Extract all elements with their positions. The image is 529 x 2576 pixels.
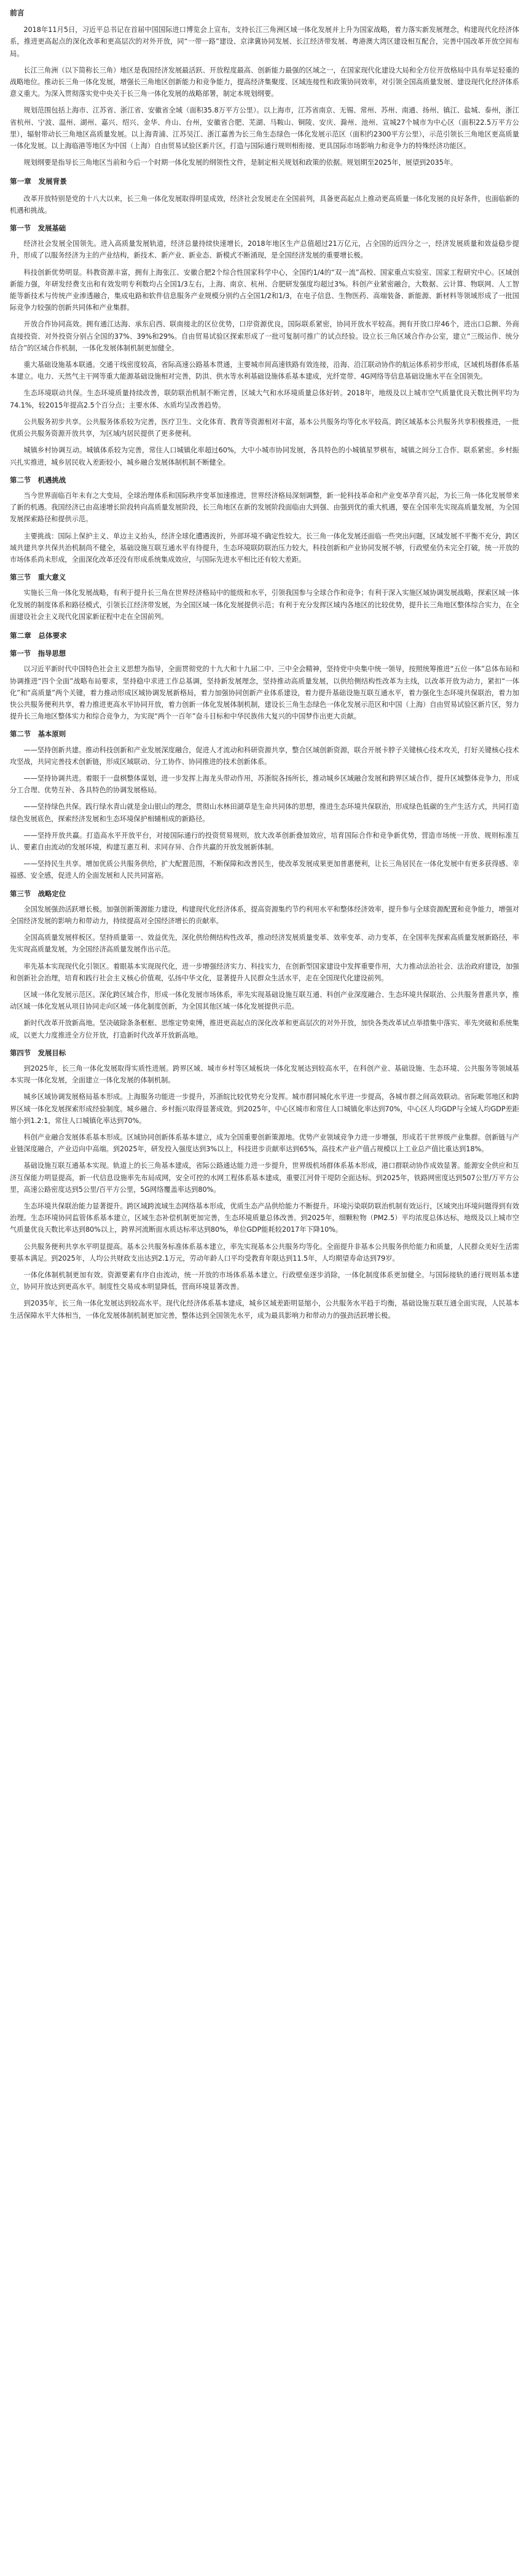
section-paragraph: 以习近平新时代中国特色社会主义思想为指导，全面贯彻党的十九大和十九届二中、三中全会精神，坚持党中央集中统一领导，按照统筹推进“五位一体”总体布局和协调推进“四个全面”战略布局要求，坚持稳中求进工作总基调，坚持新发展理念，坚持推动高质量发展，以供给侧结构性改革为主线，以改革开放为动力，紧扣“一体化”和“高质量”两个关键，着力推动形成区域协调发展新格局，着力加强协同创新产业体系建设，着力提升基础设施互联互通水平，着力强化生态环境共保联治，着力加快公共服务便利共享，着力推进更高水平协同开放，着力创新一体化发展体制机制，建设长三角生态绿色一体化发展示范区和中国（上海）自由贸易试验区新片区，努力提升长三角地区整体实力和综合竞争力，为实现“两个一百年”奋斗目标和中华民族伟大复兴的中国梦作出更大贡献。 <box>10 665 519 721</box>
section-paragraph: 生态环境共保联治能力显著提升。跨区域跨流域生态网络基本形成，优质生态产品供给能力不断提升。环境污染联防联治机制有效运行，区域突出环境问题得到有效治理。生态环境协同监管体系基本建立，区域生态补偿机制更加完善，生态环境质量总体改善。到2025年，细颗粒物（PM2.5）平均浓度总体达标，地级及以上城市空气质量优良天数比率达到80%以上，跨界河流断面水质达标率达到80%，单位GDP能耗较2017年下降10%。 <box>10 1202 519 1234</box>
section-paragraph: 率先基本实现现代化引领区。着眼基本实现现代化，进一步增强经济实力、科技实力，在创新型国家建设中发挥重要作用，大力推动法治社会、法治政府建设，加强和创新社会治理，培育和践行社会主义核心价值观，弘扬中华文化，显著提升人民群众生活水平，走在全国现代化建设前列。 <box>10 962 519 982</box>
section-paragraph: 到2025年，长三角一体化发展取得实质性进展。跨界区域、城市乡村等区域板块一体化发展达到较高水平，在科创产业、基础设施、生态环境、公共服务等领域基本实现一体化发展，全面建立一体化发展的体制机制。 <box>10 1065 519 1085</box>
section-paragraph: 科技创新优势明显。科教资源丰富，拥有上海张江、安徽合肥2个综合性国家科学中心，全国约1/4的“双一流”高校、国家重点实验室、国家工程研究中心。区域创新能力强，年研发经费支出和有效发明专利数均占全国1/3左右，上海、南京、杭州、合肥研发强度均超过3%。科创产业紧密融合，大数据、云计算、物联网、人工智能等新技术与传统产业渗透融合，集成电路和软件信息服务产业规模分别约占全国1/2和1/3，在电子信息、生物医药、高端装备、新能源、新材料等领域形成了一批国际竞争力较强的创新共同体和产业集群。 <box>10 268 519 312</box>
section-paragraph: ——坚持民生共享。增加优质公共服务供给，扩大配置范围，不断保障和改善民生，使改革发展成果更加普惠便利，让长三角居民在一体化发展中有更多获得感、幸福感、安全感，促进人的全面发展和人民共同富裕。 <box>10 860 519 880</box>
section-paragraph: ——坚持开放共赢。打造高水平开放平台，对接国际通行的投资贸易规则，放大改革创新叠加效应，培育国际合作和竞争新优势，营造市场统一开放、规则标准互认、要素自由流动的发展环境，构建互惠互利、求同存异、合作共赢的开放发展新体制。 <box>10 831 519 851</box>
section-paragraph: 经济社会发展全国领先。进入高质量发展轨道，经济总量持续快速增长，2018年地区生产总值超过21万亿元，占全国的近四分之一，经济发展质量和效益稳步提升，形成了以服务经济为主的产业结构，新技术、新产业、新业态、新模式不断涌现，是全国经济发展的重要增长极。 <box>10 240 519 260</box>
section-title: 第一节 指导思想 <box>10 649 66 658</box>
section-title: 第二节 机遇挑战 <box>10 475 66 484</box>
section-title: 第三节 战略定位 <box>10 889 66 898</box>
chapter-title: 第二章 总体要求 <box>10 631 67 640</box>
section-paragraph: 基础设施互联互通基本实现。轨道上的长三角基本建成，省际公路通达能力进一步提升，世界级机场群体系基本形成，港口群联动协作成效显著。能源安全供应和互济互保能力明显提高，新一代信息设施率先布局成网，安全可控的水网工程体系基本建成，重要江河骨干堤防全面达标。到2025年，铁路网密度达到507公里/万平方公里，高速公路密度达到5公里/百平方公里，5G网络覆盖率达到80%。 <box>10 1162 519 1194</box>
section-paragraph: 科创产业融合发展体系基本形成。区域协同创新体系基本建立，成为全国重要创新策源地。优势产业领域竞争力进一步增强，形成若干世界级产业集群。创新链与产业链深度融合，产业迈向中高端。到2025年，研发投入强度达到3%以上，科技进步贡献率达到65%，高技术产业产值占规模以上工业总产值比重达到18%。 <box>10 1133 519 1154</box>
section-paragraph: 当今世界面临百年未有之大变局，全球治理体系和国际秩序变革加速推进，世界经济格局深刻调整，新一轮科技革命和产业变革孕育兴起，为长三角一体化发展带来了新的机遇。我国经济已由高速增长阶段转向高质量发展阶段，长三角地区在新的发展阶段面临由大到强、由强到优的重大机遇，要在全国率先实现高质量发展，为全国发展探索路径和提供示范。 <box>10 491 519 524</box>
section-paragraph: ——坚持协调共进。着眼于一盘棋整体谋划，进一步发挥上海龙头带动作用，苏浙皖各扬所长，推动城乡区域融合发展和跨界区域合作，提升区域整体竞争力，形成分工合理、优势互补、各具特色的协调发展格局。 <box>10 774 519 795</box>
preface-paragraph: 2018年11月5日，习近平总书记在首届中国国际进口博览会上宣布，支持长江三角洲区域一体化发展并上升为国家战略，着力落实新发展理念，构建现代化经济体系，推进更高起点的深化改革和更高层次的对外开放，同“一带一路”建设、京津冀协同发展、长江经济带发展、粤港澳大湾区建设相互配合，完善中国改革开放空间布局。 <box>10 26 519 58</box>
section-title: 第三节 重大意义 <box>10 573 66 582</box>
section-paragraph: 公共服务初步共享。公共服务体系较为完善，医疗卫生、文化体育、教育等资源相对丰富，基本公共服务均等化水平较高。跨区域基本公共服务共享积极推进，一批优质公共服务资源开放共享，为区域内居民提供了更多便利。 <box>10 417 519 438</box>
section-paragraph: 城镇乡村协调互动。城镇体系较为完善，常住人口城镇化率超过60%，大中小城市协同发展，各具特色的小城镇星罗棋布，城镇之间分工合作、联系紧密。乡村振兴扎实推进，城乡居民收入差距较小，城乡融合发展体制机制不断健全。 <box>10 446 519 467</box>
chapter-intro: 改革开放特别是党的十八大以来，长三角一体化发展取得明显成效，经济社会发展走在全国前列，具备更高起点上推动更高质量一体化发展的良好条件，也面临新的机遇和挑战。 <box>10 194 519 215</box>
section-paragraph: 区域一体化发展示范区。深化跨区域合作，形成一体化发展市场体系，率先实现基础设施互联互通、科创产业深度融合、生态环境共保联治、公共服务普惠共享，推动区域一体化发展从项目协同走向区域一体化制度创新，为全国其他区域一体化发展提供示范。 <box>10 991 519 1011</box>
section-paragraph: 公共服务便利共享水平明显提高。基本公共服务标准体系基本建立，率先实现基本公共服务均等化。全面提升非基本公共服务供给能力和质量，人民群众美好生活需要基本满足。到2025年，人均公共财政支出达到2.1万元，劳动年龄人口平均受教育年限达到11.5年，人均期望寿命达到79岁。 <box>10 1242 519 1262</box>
section-title: 第二节 基本原则 <box>10 730 66 739</box>
section-paragraph: 一体化体制机制更加有效。资源要素有序自由流动，统一开放的市场体系基本建立。行政壁垒逐步消除，一体化制度体系更加健全。与国际接轨的通行规则基本建立，协同开放达到更高水平。制度性交易成本明显降低，营商环境显著改善。 <box>10 1271 519 1291</box>
section-paragraph: 生态环境联动共保。生态环境质量持续改善，联防联治机制不断完善，区域大气和水环境质量总体好转。2018年，地级及以上城市空气质量优良天数比例平均为74.1%，较2015年提高2.5个百分点；主要水体、水质均呈改善趋势。 <box>10 389 519 409</box>
section-paragraph: 实施长三角一体化发展战略，有利于提升长三角在世界经济格局中的能级和水平，引领我国参与全球合作和竞争；有利于深入实施区域协调发展战略，探索区域一体化发展的制度体系和路径模式，引领长江经济带发展，为全国区域一体化发展提供示范；有利于充分发挥区域内各地区的比较优势，提升长三角地区整体综合实力，在全面建设社会主义现代化国家新征程中走在全国前列。 <box>10 589 519 621</box>
section-paragraph: 全国发展强劲活跃增长极。加强创新策源能力建设，构建现代化经济体系，提高资源集约节约利用水平和整体经济效率，提升参与全球资源配置和竞争能力，增强对全国经济发展的影响力和带动力，持续提高对全国经济增长的贡献率。 <box>10 905 519 925</box>
section-paragraph: ——坚持绿色共保。践行绿水青山就是金山银山的理念，贯彻山水林田湖草是生命共同体的思想，推进生态环境共保联治，形成绿色低碳的生产生活方式，共同打造绿色发展底色，探索经济发展和生态环境保护相辅相成的新路径。 <box>10 803 519 823</box>
section-paragraph: 到2035年，长三角一体化发展达到较高水平。现代化经济体系基本建成，城乡区域差距明显缩小，公共服务水平趋于均衡，基础设施互联互通全面实现，人民基本生活保障水平大体相当，一体化发展体制机制更加完善，整体达到全国领先水平，成为最具影响力和带动力的强劲活跃增长极。 <box>10 1299 519 1320</box>
section-paragraph: 主要挑战：国际上保护主义、单边主义抬头，经济全球化遭遇波折，外部环境不确定性较大。长三角一体化发展还面临一些突出问题，区域发展不平衡不充分，跨区域共建共享共保共治机制尚不健全，基础设施互联互通水平有待提升，生态环境联防联治压力较大，科技创新和产业协同发展不够，行政壁垒仍未完全打破，统一开放的市场体系尚未形成，全面深化改革还没有形成系统集成效应，与国际先进水平相比还有较大差距。 <box>10 532 519 564</box>
section-paragraph: 开放合作协同高效。拥有通江达海、承东启西、联南接北的区位优势，口岸资源优良，国际联系紧密，协同开放水平较高。拥有开放口岸46个，进出口总额、外商直接投资、对外投资分别占全国的37%、39%和29%。自由贸易试验区探索形成了一批可复制可推广的试点经验。设立长三角区域合作办公室，建立“三级运作、统分结合”的区域合作机制，一体化发展体制机制更加健全。 <box>10 320 519 352</box>
section-paragraph: 城乡区域协调发展格局基本形成。上海服务功能进一步提升，苏浙皖比较优势充分发挥。城市群同城化水平进一步提高，各城市群之间高效联动。省际毗邻地区和跨界区域一体化发展探索形成经验制度。城乡融合、乡村振兴取得显著成效。到2025年，中心区城市和常住人口城镇化率达到70%，中心区人均GDP与全域人均GDP差距缩小到1.2:1，常住人口城镇化率达到70%。 <box>10 1093 519 1125</box>
section-title: 第四节 发展目标 <box>10 1048 66 1057</box>
section-paragraph: 全国高质量发展样板区。坚持质量第一、效益优先，深化供给侧结构性改革，推动经济发展质量变革、效率变革、动力变革，在全国率先探索高质量发展新路径，率先实现高质量发展，为全国经济高质量发展作出示范。 <box>10 934 519 954</box>
preface-paragraph: 规划纲要是指导长三角地区当前和今后一个时期一体化发展的纲领性文件，是制定相关规划和政策的依据。规划期至2025年，展望到2035年。 <box>23 159 458 167</box>
section-paragraph: ——坚持创新共建。推动科技创新和产业发展深度融合，促进人才流动和科研资源共享，整合区域创新资源，联合开展卡脖子关键核心技术攻关，打好关键核心技术攻坚战，共同完善技术创新链，形成区域联动、分工协作、协同推进的技术创新体系。 <box>10 746 519 766</box>
section-paragraph: 新时代改革开放新高地。坚决破除条条框框、思维定势束缚，推进更高起点的深化改革和更高层次的对外开放，加快各类改革试点举措集中落实、率先突破和系统集成，以更大力度推进全方位开放，打造新时代改革开放新高地。 <box>10 1019 519 1039</box>
section-paragraph: 重大基础设施基本联通。交通干线密度较高，省际高速公路基本贯通，主要城市间高速铁路有效连接，沿海、沿江联动协作的航运体系初步形成，区域机场群体系基本建立。电力、天然气主干网等重大能源基础设施相对完善，防洪、供水等水利基础设施体系基本建成，光纤宽带、4G网络等信息基础设施水平在全国领先。 <box>10 361 519 381</box>
chapter-title: 第一章 发展背景 <box>10 177 67 186</box>
preface-heading: 前言 <box>10 9 25 17</box>
preface-paragraph: 规划范围包括上海市、江苏省、浙江省、安徽省全域（面积35.8万平方公里）。以上海市，江苏省南京、无锡、常州、苏州、南通、扬州、镇江、盐城、泰州，浙江省杭州、宁波、温州、湖州、嘉兴、绍兴、金华、舟山、台州，安徽省合肥、芜湖、马鞍山、铜陵、安庆、滁州、池州、宣城27个城市为中心区（面积22.5万平方公里），辐射带动长三角地区高质量发展。以上海青浦、江苏吴江、浙江嘉善为长三角生态绿色一体化发展示范区（面积约2300平方公里），示范引领长三角地区更高质量一体化发展。以上海临港等地区为中国（上海）自由贸易试验区新片区，打造与国际通行规则相衔接、更具国际市场影响力和竞争力的特殊经济功能区。 <box>10 106 519 151</box>
section-title: 第一节 发展基础 <box>10 224 66 233</box>
preface-paragraph: 长江三角洲（以下简称长三角）地区是我国经济发展最活跃、开放程度最高、创新能力最强的区域之一，在国家现代化建设大局和全方位开放格局中具有举足轻重的战略地位。推动长三角一体化发展，增强长三角地区创新能力和竞争能力，提高经济集聚度、区域连接性和政策协同效率，对引领全国高质量发展、建设现代化经济体系意义重大。为深入贯彻落实党中央关于长三角一体化发展的战略部署，制定本规划纲要。 <box>10 66 519 98</box>
